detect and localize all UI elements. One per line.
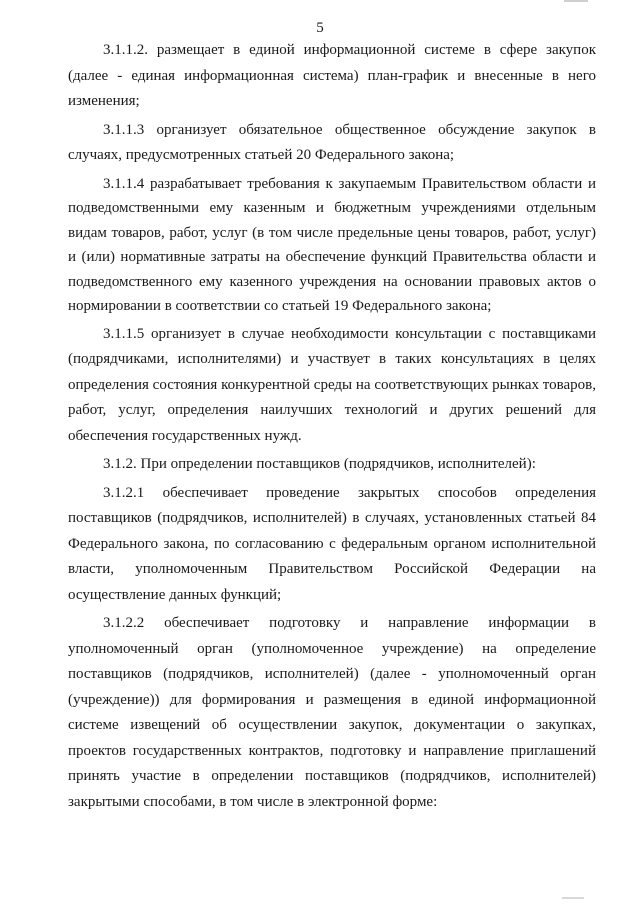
- paragraph-3-1-2-1: 3.1.2.1 обеспечивает проведение закрытых способов определения поставщиков (подрядчиков, исполнителей) в случаях, установленных статьей 84 Федерального закона, по согласованию с федеральным органом исполнительной власти, уполномоченным Правительством Российской Федерации на осуществление данных функций;: [68, 484, 596, 603]
- paragraph-3-1-2: 3.1.2. При определении поставщиков (подрядчиков, исполнителей):: [103, 456, 536, 472]
- paragraph-3-1-2-2: 3.1.2.2 обеспечивает подготовку и направление информации в уполномоченный орган (уполномоченное учреждение) на определение поставщиков (подрядчиков, исполнителей) (далее - уполномоченный орган (учреждение)) для формирования и размещения в единой информационной системе извещений об осуществлении закупок, документации о закупках, проектов государственных контрактов, подготовку и направление приглашений принять участие в определении поставщиков (подрядчиков, исполнителей) закрытыми способами, в том числе в электронной форме:: [68, 615, 596, 810]
- paragraph-3-1-1-4: 3.1.1.4 разрабатывает требования к закупаемым Правительством области и подведомственными ему казенным и бюджетным учреждениями отдельным видам товаров, работ, услуг (в том числе предельные цены товаров, работ, услуг) и (или) нормативные затраты на обеспечение функций Правительства области и подведомственного ему казенного учреждения на основании правовых актов о нормировании в соответствии со статьей 19 Федерального закона;: [68, 175, 596, 314]
- document-body: [68, 38, 596, 818]
- paragraph-3-1-1-2: 3.1.1.2. размещает в единой информационной системе в сфере закупок (далее - единая информационная система) план-график и внесенные в него изменения;: [68, 42, 596, 109]
- paragraph-3-1-1-3: 3.1.1.3 организует обязательное общественное обсуждение закупок в случаях, предусмотренных статьей 20 Федерального закона;: [68, 121, 596, 163]
- scan-artifact-top: [564, 0, 588, 2]
- page-number: 5: [316, 20, 324, 36]
- scan-artifact-bottom: [562, 897, 584, 899]
- paragraph-3-1-1-5: 3.1.1.5 организует в случае необходимости консультации с поставщиками (подрядчиками, исполнителями) и участвует в таких консультациях в целях определения состояния конкурентной среды на соответствующих рынках товаров, работ, услуг, определения наилучших технологий и других решений для обеспечения государственных нужд.: [68, 325, 596, 444]
